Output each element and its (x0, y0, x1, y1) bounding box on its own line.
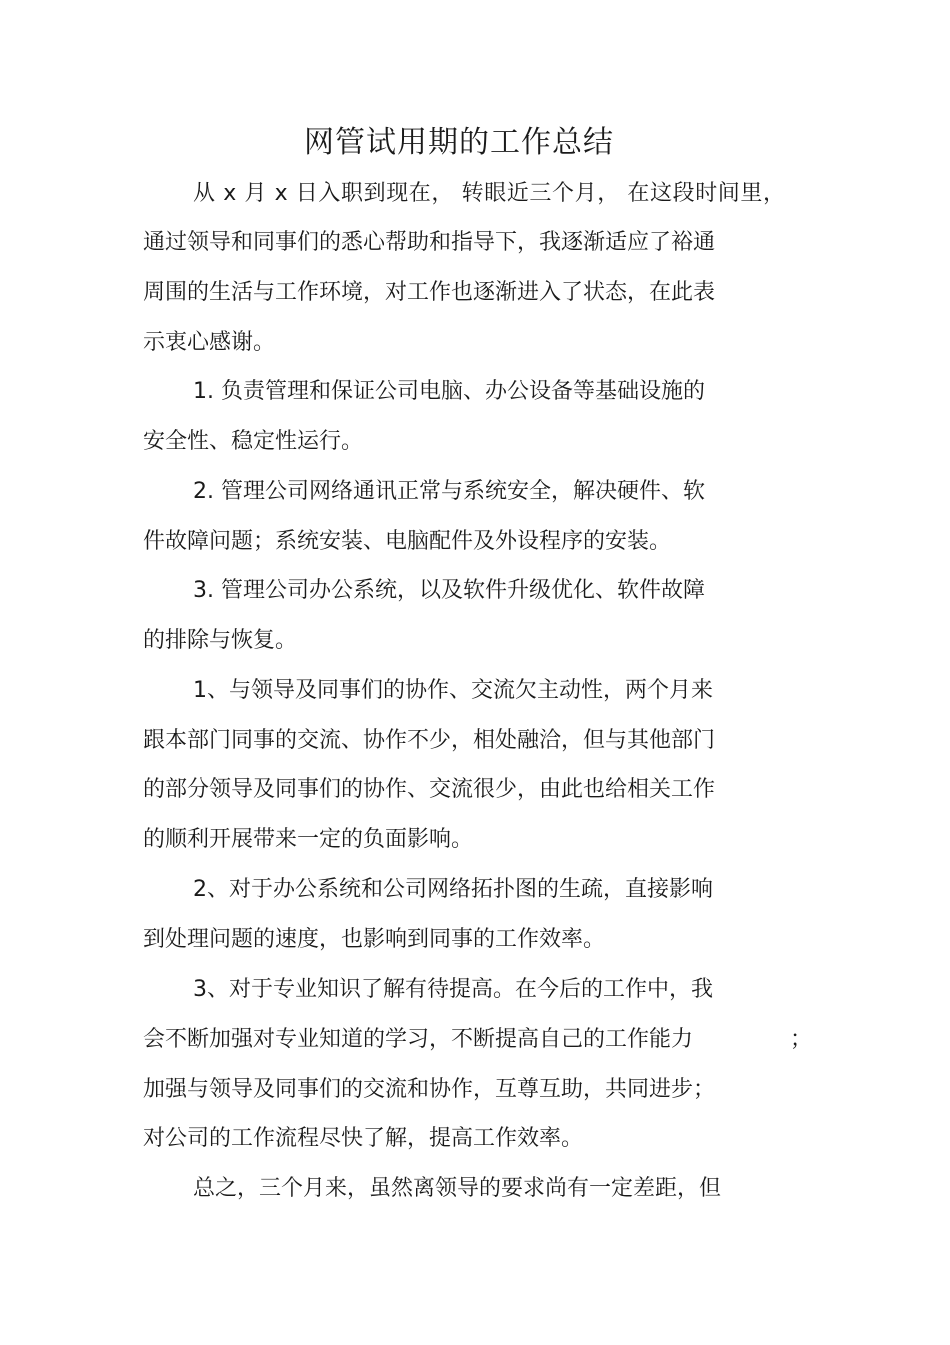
paragraph-line: 示衷心感谢。 (143, 330, 276, 355)
paragraph-line: 到处理问题的速度，也影响到同事的工作效率。 (143, 927, 606, 952)
floating-semicolon: ； (790, 1027, 813, 1052)
list-item-line: 2. 管理公司网络通讯正常与系统安全，解决硬件、软 (193, 479, 705, 504)
paragraph-line: 1、与领导及同事们的协作、交流欠主动性，两个月来 (193, 678, 713, 703)
paragraph-line: 跟本部门同事的交流、协作不少，相处融洽，但与其他部门 (143, 728, 716, 753)
document-title: 网管试用期的工作总结 (304, 125, 614, 160)
paragraph-line: 会不断加强对专业知道的学习，不断提高自己的工作能力 (143, 1027, 694, 1052)
paragraph-line: 3、对于专业知识了解有待提高。在今后的工作中，我 (193, 977, 713, 1002)
paragraph-line: 周围的生活与工作环境，对工作也逐渐进入了状态，在此表 (143, 280, 716, 305)
list-item-line: 1. 负责管理和保证公司电脑、办公设备等基础设施的 (193, 379, 705, 404)
paragraph-line: 加强与领导及同事们的交流和协作，互尊互助，共同进步； (143, 1077, 716, 1102)
paragraph-line: 的顺利开展带来一定的负面影响。 (143, 827, 474, 852)
list-item-line: 的排除与恢复。 (143, 628, 298, 653)
paragraph-line: 通过领导和同事们的悉心帮助和指导下，我逐渐适应了裕通 (143, 230, 716, 255)
paragraph-line: 从 x 月 x 日入职到现在， 转眼近三个月， 在这段时间里， (193, 181, 786, 206)
paragraph-line: 2、对于办公系统和公司网络拓扑图的生疏，直接影响 (193, 877, 713, 902)
list-item-line: 3. 管理公司办公系统，以及软件升级优化、软件故障 (193, 578, 705, 603)
paragraph-line: 总之，三个月来，虽然离领导的要求尚有一定差距，但 (193, 1176, 722, 1201)
paragraph-line: 的部分领导及同事们的协作、交流很少，由此也给相关工作 (143, 777, 716, 802)
list-item-line: 件故障问题；系统安装、电脑配件及外设程序的安装。 (143, 529, 672, 554)
paragraph-line: 对公司的工作流程尽快了解，提高工作效率。 (143, 1126, 584, 1151)
list-item-line: 安全性、稳定性运行。 (143, 429, 364, 454)
